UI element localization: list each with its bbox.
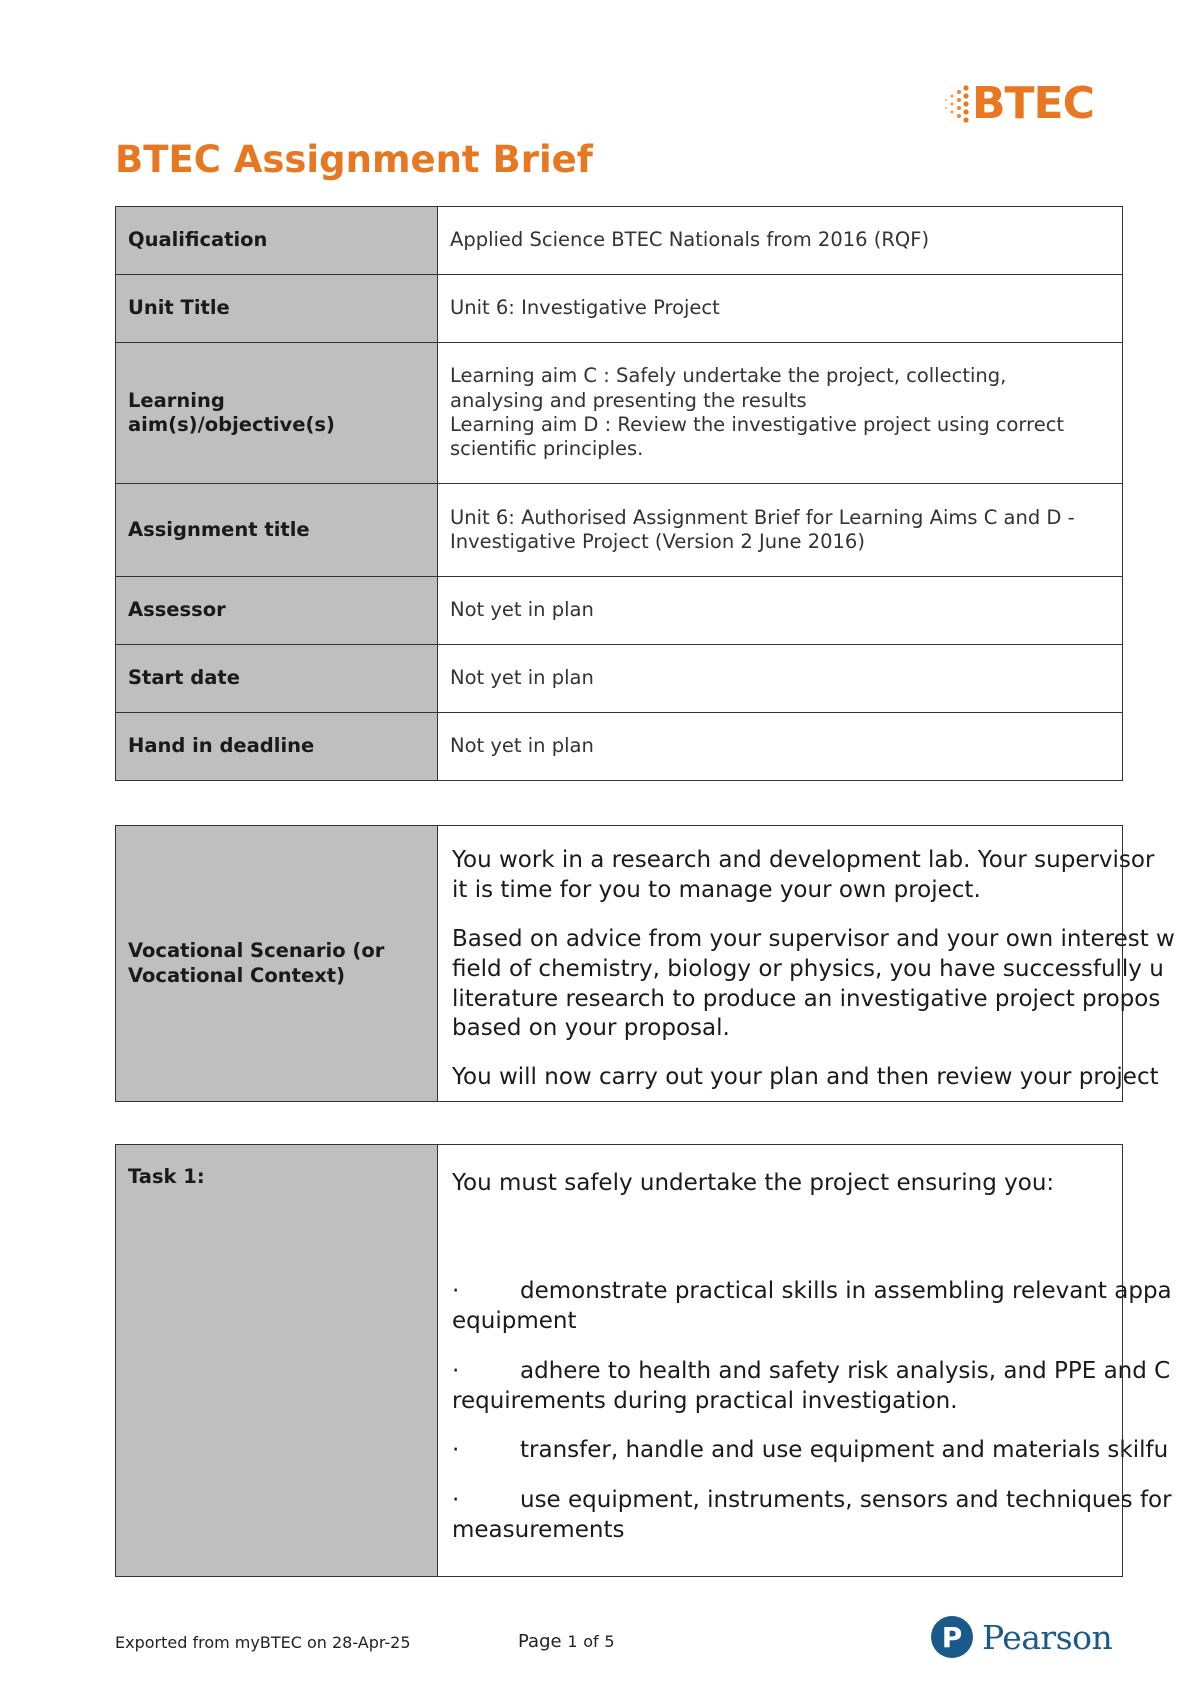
task-1-bullet-text: adhere to health and safety risk analysis, and PPE and C bbox=[520, 1357, 1171, 1384]
details-label: Hand in deadline bbox=[116, 713, 438, 781]
details-value-line: Not yet in plan bbox=[450, 734, 594, 758]
page-number: Page 1 of 5 bbox=[518, 1631, 615, 1652]
task-1-intro: You must safely undertake the project ensuring you: bbox=[452, 1170, 1055, 1196]
details-value-line: analysing and presenting the results bbox=[450, 388, 807, 412]
task-1-bullet bbox=[452, 1277, 1200, 1337]
task-1-bullet bbox=[452, 1357, 1200, 1417]
bullet-dot-icon: · bbox=[452, 1277, 460, 1304]
vocational-scenario-box bbox=[115, 825, 1175, 1102]
page-title: BTEC Assignment Brief bbox=[115, 138, 593, 181]
export-note: Exported from myBTEC on 28-Apr-25 bbox=[115, 1633, 411, 1652]
scenario-line: based on your proposal. bbox=[452, 1015, 730, 1042]
details-label: Start date bbox=[116, 645, 438, 713]
details-label: Assessor bbox=[116, 577, 438, 645]
scenario-line: literature research to produce an investigative project propos bbox=[452, 985, 1161, 1012]
details-label: Qualification bbox=[116, 207, 438, 275]
details-value-line: Not yet in plan bbox=[450, 666, 594, 690]
task-1-bullet-text: use equipment, instruments, sensors and techniques for bbox=[520, 1487, 1172, 1514]
task-1-bullet-text: equipment bbox=[452, 1307, 577, 1334]
scenario-line: Based on advice from your supervisor and your own interest w bbox=[452, 925, 1175, 952]
scenario-paragraph bbox=[452, 1063, 1200, 1093]
task-1-bullet-text: requirements during practical investigation. bbox=[452, 1387, 958, 1414]
task-1-bullet-list bbox=[452, 1277, 1200, 1546]
task-1-bullet-text: demonstrate practical skills in assembling relevant appa bbox=[520, 1277, 1172, 1304]
pearson-logo bbox=[930, 1613, 1112, 1661]
task-1-bullet-text: transfer, handle and use equipment and materials skilfu bbox=[520, 1437, 1169, 1464]
btec-logo-text: BTEC bbox=[972, 78, 1094, 129]
task-1-box bbox=[115, 1144, 1172, 1577]
task-1-text bbox=[452, 1169, 1200, 1546]
pearson-mark-icon bbox=[930, 1615, 974, 1659]
details-value-line: Learning aim C : Safely undertake the project, collecting, bbox=[450, 364, 1007, 388]
bullet-dot-icon: · bbox=[452, 1487, 460, 1514]
bullet-dot-icon: · bbox=[452, 1437, 460, 1464]
details-value-line: Unit 6: Authorised Assignment Brief for Learning Aims C and D - bbox=[450, 505, 1075, 529]
scenario-label: Vocational Scenario (or Vocational Context) bbox=[116, 826, 438, 1101]
details-value-line: Investigative Project (Version 2 June 2016) bbox=[450, 530, 865, 553]
scenario-text bbox=[452, 846, 1200, 1093]
details-value-line: scientific principles. bbox=[450, 437, 644, 461]
task-1-label: Task 1: bbox=[116, 1145, 438, 1576]
details-value-line: Not yet in plan bbox=[450, 598, 594, 622]
task-1-bullet-text: measurements bbox=[452, 1517, 625, 1544]
scenario-line: You will now carry out your plan and then review your project bbox=[452, 1064, 1159, 1091]
task-1-bullet bbox=[452, 1486, 1200, 1546]
details-label: Learning aim(s)/objective(s) bbox=[116, 343, 438, 484]
details-label: Unit Title bbox=[116, 275, 438, 343]
pearson-logo-text: Pearson bbox=[982, 1617, 1113, 1657]
pearson-mark-letter: P bbox=[941, 1621, 963, 1654]
details-label: Assignment title bbox=[116, 484, 438, 577]
scenario-line: You work in a research and development lab. Your supervisor bbox=[452, 847, 1155, 873]
details-value-line: Learning aim D : Review the investigative project using correct bbox=[450, 413, 1065, 436]
task-1-bullet bbox=[452, 1436, 1200, 1466]
scenario-paragraph bbox=[452, 925, 1200, 1045]
details-value-line: Applied Science BTEC Nationals from 2016 (RQF) bbox=[450, 228, 930, 252]
scenario-paragraph bbox=[452, 846, 1200, 906]
scenario-line: field of chemistry, biology or physics, you have successfully u bbox=[452, 955, 1164, 982]
scenario-line: it is time for you to manage your own project. bbox=[452, 876, 981, 903]
bullet-dot-icon: · bbox=[452, 1357, 460, 1384]
details-value-line: Unit 6: Investigative Project bbox=[450, 296, 720, 320]
